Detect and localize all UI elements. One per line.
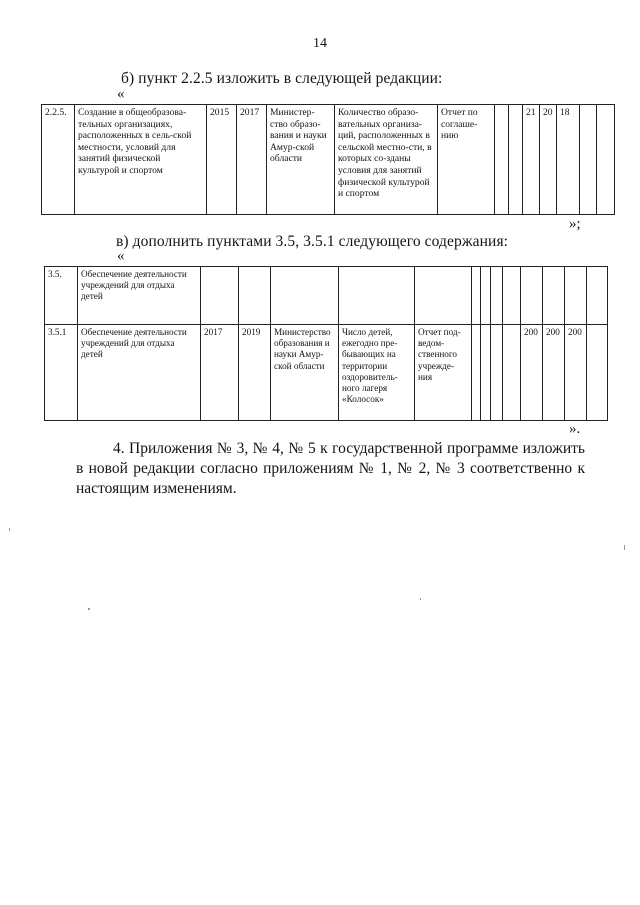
measure-name: Обеспечение деятельности учреждений для отдыха детей xyxy=(78,267,201,325)
section-v-heading: в) дополнить пунктами 3.5, 3.5.1 следующего содержания: xyxy=(116,233,509,250)
value-cell: 18 xyxy=(557,105,580,215)
indicator: Число детей, ежегодно пре-бывающих на территории оздоровитель-ного лагеря «Колосок» xyxy=(339,325,415,421)
end-year: 2019 xyxy=(239,325,271,421)
scan-speck xyxy=(88,608,90,610)
value-cell xyxy=(597,105,615,215)
table-row xyxy=(45,325,608,421)
measure-name: Создание в общеобразова-тельных организациях, расположенных в сель-ской местности, условий для занятий физической культурой и спортом xyxy=(75,105,207,215)
end-year: 2017 xyxy=(237,105,267,215)
executor: Министер-ство образо-вания и науки Амур-ской области xyxy=(267,105,335,215)
value-cell: 200 xyxy=(565,325,587,421)
scan-speck xyxy=(9,528,10,531)
section-v-open-quote: « xyxy=(117,248,125,264)
start-year: 2017 xyxy=(201,325,239,421)
start-year: 2015 xyxy=(207,105,237,215)
paragraph-4: 4. Приложения № 3, № 4, № 5 к государственной программе изложить в новой редакции согласно приложениям № 1, № 2, № 3 соответственно к настоящим изменениям. xyxy=(76,440,585,497)
scan-speck xyxy=(420,598,421,600)
value-cell: 200 xyxy=(543,325,565,421)
data-source: Отчет по соглаше-нию xyxy=(438,105,495,215)
table-section-b xyxy=(41,104,615,215)
section-b-close-quote: »; xyxy=(569,216,581,232)
page-number: 14 xyxy=(313,36,327,51)
row-number: 3.5. xyxy=(45,267,78,325)
value-cell xyxy=(580,105,597,215)
data-source: Отчет под-ведом-ственного учрежде-ния xyxy=(415,325,472,421)
table-row xyxy=(45,267,608,325)
scan-speck xyxy=(624,545,625,550)
section-b-heading: б) пункт 2.2.5 изложить в следующей редакции: xyxy=(121,70,443,87)
row-number: 3.5.1 xyxy=(45,325,78,421)
value-cell: 200 xyxy=(521,325,543,421)
measure-name: Обеспечение деятельности учреждений для отдыха детей xyxy=(78,325,201,421)
section-v-close-quote: ». xyxy=(569,421,581,437)
value-cell xyxy=(495,105,509,215)
value-cell: 20 xyxy=(540,105,557,215)
table-section-v xyxy=(44,266,608,421)
table-row xyxy=(42,105,615,215)
value-cell: 21 xyxy=(523,105,540,215)
indicator: Количество образо-вательных организа-ций, расположенных в сельской местно-сти, в которых со-зданы условия для занятий физической культурой и спортом xyxy=(335,105,438,215)
section-b-open-quote: « xyxy=(117,86,125,102)
value-cell xyxy=(509,105,523,215)
executor: Министерство образования и науки Амур-ской области xyxy=(271,325,339,421)
row-number: 2.2.5. xyxy=(42,105,75,215)
